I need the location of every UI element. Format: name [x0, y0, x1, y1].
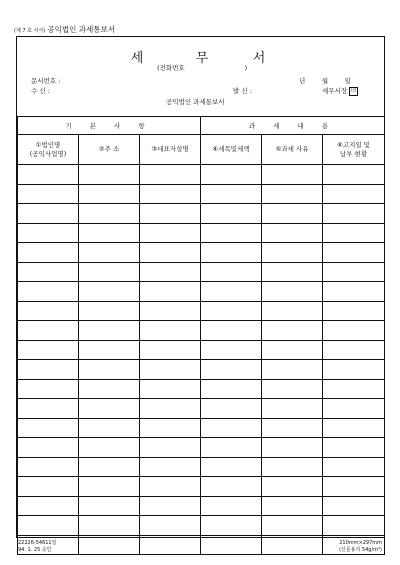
table-row	[18, 321, 385, 341]
col-notice-payment-line1: ⑥고지일 및	[337, 140, 371, 149]
table-cell	[79, 360, 140, 380]
col-tax-item-amount	[201, 135, 262, 165]
table-row	[18, 165, 385, 185]
col-corp-name	[18, 135, 79, 165]
footer-paper-size: 210mm×297mm	[339, 540, 382, 546]
table-cell	[79, 535, 140, 555]
table-cell	[140, 243, 201, 263]
table-cell	[140, 204, 201, 224]
table-cell	[201, 282, 262, 302]
title-char-1: 세	[130, 51, 144, 66]
table-cell	[262, 282, 323, 302]
sender-label: 발 신 :	[233, 87, 252, 95]
table-row	[18, 243, 385, 263]
table-cell	[323, 360, 385, 380]
form-frame	[16, 36, 385, 538]
table-cell	[201, 438, 262, 458]
table-cell	[79, 496, 140, 516]
table-cell	[140, 535, 201, 555]
table-cell	[79, 223, 140, 243]
table-row	[18, 184, 385, 204]
table-cell	[201, 496, 262, 516]
table-row	[18, 223, 385, 243]
table-cell	[201, 457, 262, 477]
tax-notice-table	[17, 116, 385, 555]
table-cell	[262, 477, 323, 497]
table-cell	[140, 321, 201, 341]
table-cell	[262, 457, 323, 477]
table-cell	[201, 301, 262, 321]
form-caption	[14, 24, 115, 35]
table-cell	[323, 204, 385, 224]
table-row	[18, 438, 385, 458]
table-cell	[262, 321, 323, 341]
date-labels	[299, 76, 351, 85]
table-cell	[79, 243, 140, 263]
year-label: 년	[299, 77, 306, 85]
table-cell	[323, 165, 385, 185]
table-cell	[201, 165, 262, 185]
table-cell	[323, 379, 385, 399]
table-cell	[18, 516, 79, 536]
table-row	[18, 457, 385, 477]
footer-approval-date: 94. 1. 25 승인	[18, 547, 52, 553]
col-address	[79, 135, 140, 165]
table-cell	[201, 243, 262, 263]
section-tax: 과 세 내 용	[201, 117, 385, 135]
table-cell	[201, 360, 262, 380]
table-row	[18, 204, 385, 224]
table-cell	[79, 457, 140, 477]
table-cell	[18, 340, 79, 360]
table-cell	[262, 223, 323, 243]
table-cell	[201, 262, 262, 282]
table-cell	[201, 379, 262, 399]
table-cell	[79, 282, 140, 302]
table-cell	[140, 496, 201, 516]
table-cell	[79, 204, 140, 224]
table-row	[18, 399, 385, 419]
table-row	[18, 516, 385, 536]
table-cell	[18, 204, 79, 224]
table-cell	[140, 477, 201, 497]
footer-paper-spec	[339, 540, 382, 554]
table-cell	[18, 301, 79, 321]
table-cell	[323, 496, 385, 516]
table-row	[18, 418, 385, 438]
table-cell	[140, 223, 201, 243]
section-basic: 기 본 사 항	[18, 117, 201, 135]
table-cell	[262, 516, 323, 536]
table-cell	[201, 204, 262, 224]
table-cell	[201, 477, 262, 497]
table-cell	[262, 184, 323, 204]
table-cell	[18, 321, 79, 341]
table-cell	[262, 379, 323, 399]
col-notice-payment-line2: 납부 현황	[339, 149, 368, 158]
table-cell	[79, 340, 140, 360]
table-cell	[262, 165, 323, 185]
table-cell	[18, 165, 79, 185]
table-cell	[140, 262, 201, 282]
seal-icon: 印	[351, 87, 357, 94]
form-header	[17, 37, 384, 116]
table-cell	[201, 184, 262, 204]
table-cell	[140, 379, 201, 399]
table-cell	[79, 379, 140, 399]
table-row	[18, 360, 385, 380]
table-cell	[323, 243, 385, 263]
col-representative-label: ③대표자성명	[151, 145, 189, 153]
table-cell	[323, 301, 385, 321]
footer-approval-number: 22226-54611일	[18, 540, 57, 546]
table-cell	[140, 340, 201, 360]
form-caption-title: 공익법인 과세통보서	[47, 25, 115, 34]
table-row	[18, 477, 385, 497]
table-cell	[140, 438, 201, 458]
col-tax-item-amount-label: ④세목및세액	[212, 145, 250, 153]
table-cell	[18, 457, 79, 477]
table-cell	[201, 418, 262, 438]
title-char-2: 무	[195, 51, 209, 66]
day-label: 일	[344, 77, 351, 85]
table-cell	[262, 243, 323, 263]
table-row	[18, 379, 385, 399]
col-corp-name-line1: ①법인명	[35, 140, 61, 149]
table-cell	[201, 340, 262, 360]
table-cell	[262, 340, 323, 360]
table-cell	[262, 204, 323, 224]
table-cell	[18, 438, 79, 458]
table-cell	[140, 418, 201, 438]
table-cell	[262, 399, 323, 419]
table-cell	[262, 438, 323, 458]
month-label: 월	[321, 77, 329, 85]
phone-number-line	[157, 63, 247, 72]
table-cell	[140, 282, 201, 302]
table-cell	[323, 282, 385, 302]
table-row	[18, 262, 385, 282]
document-subject: 공익법인 과세통보서	[166, 98, 225, 106]
table-cell	[18, 477, 79, 497]
table-cell	[323, 223, 385, 243]
table-cell	[18, 262, 79, 282]
table-cell	[18, 379, 79, 399]
table-cell	[18, 496, 79, 516]
table-cell	[18, 184, 79, 204]
table-cell	[140, 165, 201, 185]
title-char-3: 서	[252, 51, 266, 66]
footer-approval	[18, 540, 56, 554]
recipient-label: 수 신 :	[31, 87, 50, 95]
table-cell	[140, 399, 201, 419]
table-cell	[323, 418, 385, 438]
table-cell	[201, 223, 262, 243]
table-cell	[323, 262, 385, 282]
sender-title: 세무서장	[322, 87, 348, 95]
table-cell	[262, 360, 323, 380]
table-cell	[140, 301, 201, 321]
column-header-row	[18, 135, 385, 165]
table-cell	[323, 477, 385, 497]
table-cell	[262, 496, 323, 516]
table-cell	[262, 418, 323, 438]
table-cell	[140, 457, 201, 477]
table-row	[18, 301, 385, 321]
table-cell	[79, 516, 140, 536]
table-row	[18, 496, 385, 516]
table-cell	[79, 477, 140, 497]
col-address-label: ②주 소	[98, 145, 120, 153]
table-cell	[323, 340, 385, 360]
form-number: (제 7 호 서식)	[14, 28, 46, 34]
table-cell	[140, 360, 201, 380]
table-cell	[323, 516, 385, 536]
col-tax-reason-label: ⑤과세 사유	[275, 145, 309, 153]
table-cell	[262, 301, 323, 321]
sender-signature	[322, 86, 358, 96]
table-cell	[201, 399, 262, 419]
table-cell	[140, 184, 201, 204]
table-cell	[262, 262, 323, 282]
table-row	[18, 282, 385, 302]
table-cell	[79, 184, 140, 204]
table-cell	[79, 438, 140, 458]
table-cell	[323, 399, 385, 419]
doc-number-label: 문서번호 :	[31, 77, 61, 85]
table-cell	[79, 262, 140, 282]
table-cell	[18, 360, 79, 380]
table-cell	[18, 243, 79, 263]
col-corp-name-line2: (공익사업명)	[29, 149, 67, 158]
table-row	[18, 535, 385, 555]
table-cell	[79, 301, 140, 321]
table-cell	[201, 535, 262, 555]
phone-label: (전화번호	[157, 64, 185, 72]
table-cell	[79, 418, 140, 438]
col-tax-reason	[262, 135, 323, 165]
col-representative	[140, 135, 201, 165]
table-cell	[323, 321, 385, 341]
table-cell	[201, 516, 262, 536]
table-cell	[201, 321, 262, 341]
table-cell	[18, 418, 79, 438]
phone-close: )	[244, 64, 248, 72]
table-cell	[18, 282, 79, 302]
section-header-row	[18, 117, 385, 135]
table-cell	[323, 438, 385, 458]
col-notice-payment	[323, 135, 385, 165]
table-cell	[79, 399, 140, 419]
table-cell	[18, 223, 79, 243]
table-cell	[323, 184, 385, 204]
table-row	[18, 340, 385, 360]
table-cell	[79, 321, 140, 341]
table-cell	[18, 399, 79, 419]
footer-paper-type: (신문용지 54g/m²)	[339, 547, 382, 553]
table-cell	[79, 165, 140, 185]
table-cell	[262, 535, 323, 555]
table-cell	[323, 457, 385, 477]
table-cell	[140, 516, 201, 536]
